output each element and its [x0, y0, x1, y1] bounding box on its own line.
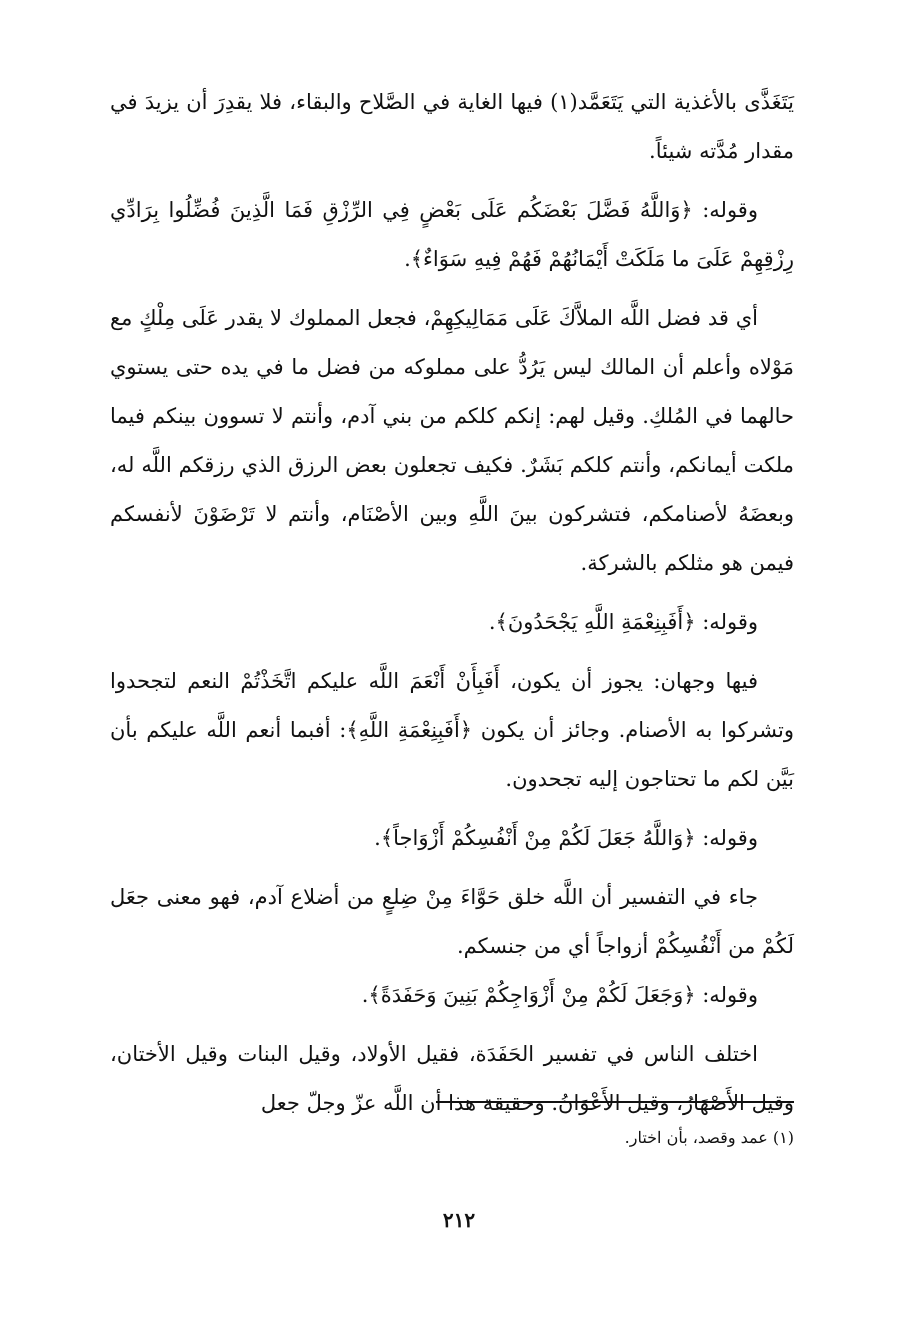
paragraph-verse-4: وقوله: ﴿وَجَعَلَ لَكُمْ مِنْ أَزْوَاجِكُمْ بَنِينَ وَحَفَدَةً﴾.	[361, 983, 758, 1007]
paragraph-verse-2: وقوله: ﴿أَفَبِنِعْمَةِ اللَّهِ يَجْحَدُونَ﴾.	[488, 610, 758, 634]
page-number: ٢١٢	[442, 1208, 476, 1232]
footnote-divider	[436, 1101, 794, 1103]
paragraph-commentary-1: أي قد فضل اللَّه الملاَّكَ عَلَى مَمَالِيكِهِمْ، فجعل المملوك لا يقدر عَلَى مِلْكٍ مع مَوْلاه وأعلم أن المالك ليس يَرُدُّ على مملوكه من فضل ما في يده حتى يستوي حالهما في المُلكِ. وقيل لهم: إنكم كلكم من بني آدم، وأنتم لا تسوون بينكم فيما ملكت أيمانكم، وأنتم كلكم بَشَرٌ. فكيف تجعلون بعض الرزق الذي رزقكم اللَّه له، وبعضَهُ لأصنامكم، فتشركون بينَ اللَّهِ وبين الأصْنَام، وأنتم لا تَرْضَوْنَ لأنفسكم فيمن هو مثلكم بالشركة.	[110, 306, 794, 575]
paragraph-commentary-4: اختلف الناس في تفسير الحَفَدَة، فقيل الأولاد، وقيل البنات وقيل الأختان، وقيل الأَصْهَارُ، وقيل الأَعْوَانُ. وحقيقة هذا أن اللَّه عزّ وجلّ جعل	[110, 1042, 794, 1115]
paragraph-continuation: يَتَغَذَّى بالأغذية التي يَتَعَمَّد(١) فيها الغاية في الصَّلاح والبقاء، فلا يقدِرَ أن يزيدَ في مقدار مُدَّته شيئاً.	[110, 90, 794, 163]
footnote: (١) عمد وقصد، بأن اختار.	[624, 1128, 794, 1147]
paragraph-verse-1: وقوله: ﴿وَاللَّهُ فَضَّلَ بَعْضَكُم عَلَى بَعْضٍ فِي الرِّزْقِ فَمَا الَّذِينَ فُضِّلُوا بِرَادِّي رِزْقِهِمْ عَلَىَ ما مَلَكَتْ أَيْمَانُهُمْ فَهُمْ فِيهِ سَوَاءٌ﴾.	[110, 198, 794, 271]
paragraph-commentary-2: فيها وجهان: يجوز أن يكون، أَفَبِأَنْ أَنْعَمَ اللَّه عليكم اتَّخَذْتُمْ النعم لتجحدوا وتشركوا به الأصنام. وجائز أن يكون ﴿أَفَبِنِعْمَةِ اللَّهِ﴾: أفبما أنعم اللَّه عليكم بأن بَيَّن لكم ما تحتاجون إليه تجحدون.	[110, 669, 794, 791]
paragraph-commentary-3: جاء في التفسير أن اللَّه خلق حَوَّاءَ مِنْ ضِلعٍ من أضلاع آدم، فهو معنى جعَل لَكُمْ من أَنْفُسِكُمْ أزواجاً أي من جنسكم.	[110, 885, 794, 958]
main-text	[110, 78, 794, 1138]
paragraph-verse-3: وقوله: ﴿وَاللَّهُ جَعَلَ لَكُمْ مِنْ أَنْفُسِكُمْ أَزْوَاجاً﴾.	[374, 826, 758, 850]
